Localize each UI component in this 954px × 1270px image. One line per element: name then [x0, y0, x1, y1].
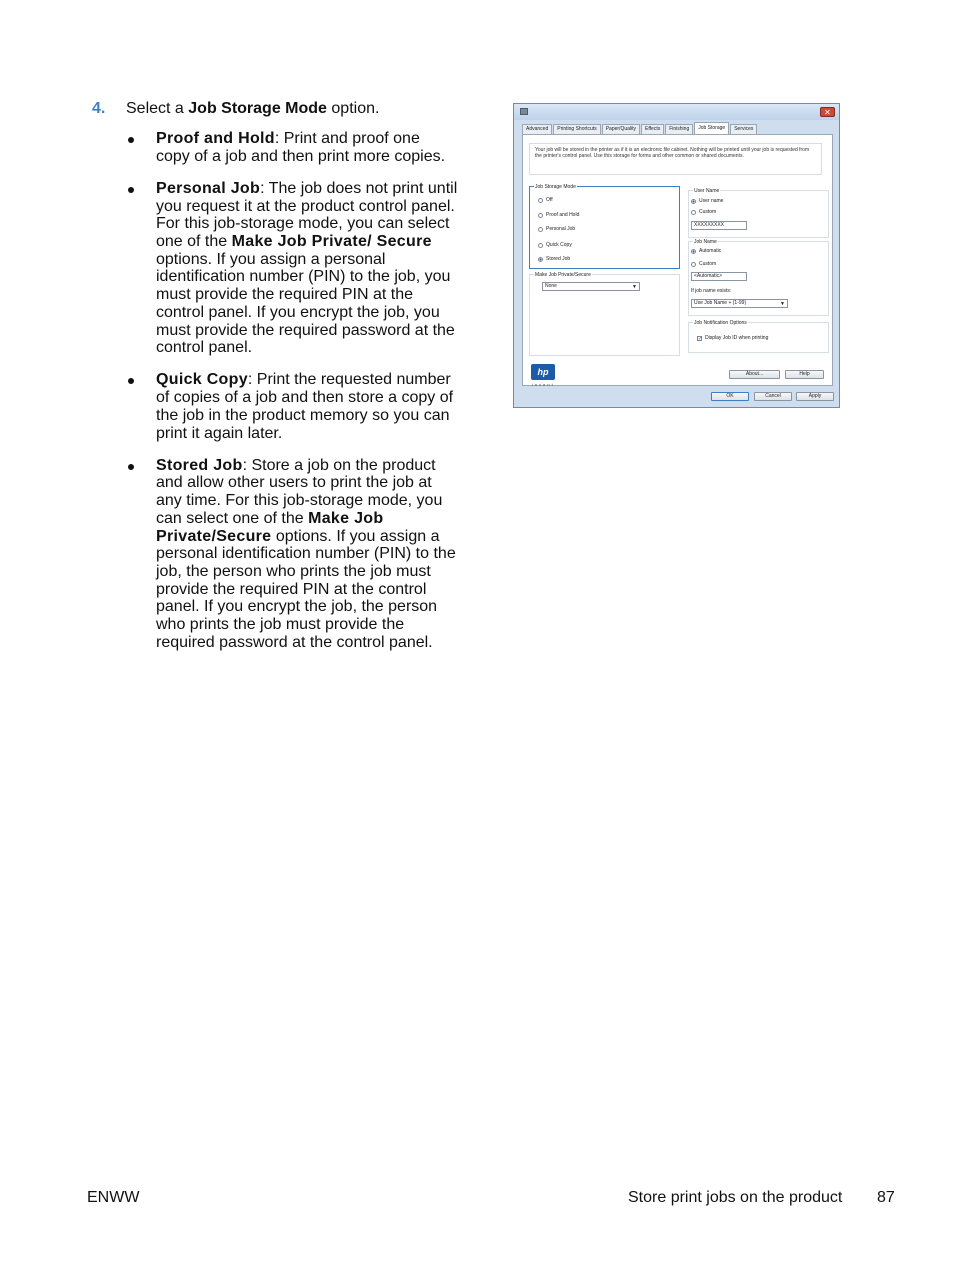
user-name-label: User Name — [694, 188, 720, 194]
tab-paper-quality[interactable]: Paper/Quality — [602, 124, 640, 134]
radio-label: User name — [699, 198, 724, 204]
user-name-group — [688, 190, 829, 238]
step-text-bold: Job Storage Mode — [188, 100, 327, 117]
bullet-proof-and-hold — [128, 130, 458, 165]
bullet-term: Stored Job — [156, 456, 243, 474]
radio-label: Proof and Hold — [546, 212, 580, 218]
footer-section-title: Store print jobs on the product — [628, 1189, 843, 1206]
hp-logo: hp — [531, 364, 555, 380]
bullet-text: options. If you assign a personal identification number (PIN) to the job, the person who prints the job must provide the required PIN at the control panel. If you encrypt the job, the person who prints the job must provide the required password at the control panel. — [156, 527, 456, 651]
job-name-label: Job Name — [694, 239, 717, 245]
radio-proof-and-hold[interactable] — [538, 212, 579, 218]
bullet-text: : Print and proof one copy of a job and then print more copies. — [156, 130, 446, 165]
job-notification-label: Job Notification Options — [694, 320, 747, 326]
radio-circle — [691, 262, 696, 267]
bullet-bold-inline: Make Job Private/ Secure — [231, 233, 432, 251]
step-text-pre: Select a — [126, 100, 189, 117]
display-job-id-checkbox[interactable] — [697, 335, 768, 341]
printer-icon — [520, 108, 528, 115]
radio-circle-selected — [691, 199, 696, 204]
bullet-dot — [128, 464, 134, 470]
tab-advanced[interactable]: Advanced — [522, 124, 552, 134]
page-number: 87 — [877, 1189, 895, 1206]
bullet-term: Personal Job — [156, 179, 261, 197]
step-4 — [92, 99, 379, 119]
job-name-input[interactable]: <Automatic> — [691, 272, 747, 281]
user-name-input[interactable]: XXXXXXXXX — [691, 221, 747, 230]
tab-effects[interactable]: Effects — [641, 124, 664, 134]
radio-user-custom[interactable] — [691, 209, 716, 215]
radio-circle-selected — [691, 249, 696, 254]
apply-button[interactable]: Apply — [796, 392, 834, 401]
radio-label: Personal Job — [546, 226, 576, 232]
bullet-dot — [128, 187, 134, 193]
bullet-term: Quick Copy — [156, 371, 248, 389]
bullet-personal-job — [128, 180, 458, 357]
radio-label: Automatic — [699, 248, 722, 254]
chevron-down-icon: ▼ — [632, 284, 637, 290]
checkbox-checked-icon: ✓ — [698, 335, 703, 342]
radio-job-custom[interactable] — [691, 261, 716, 267]
radio-user-name[interactable] — [691, 198, 723, 204]
radio-label: Custom — [699, 209, 717, 215]
make-job-private-group — [529, 274, 680, 356]
bullet-text: : Store a job on the product and allow other users to print the job at any time. For this job-storage mode, you can select one of the — [156, 456, 443, 527]
radio-personal-job[interactable] — [538, 226, 575, 232]
bullet-quick-copy — [128, 371, 458, 442]
job-notification-group — [688, 322, 829, 353]
step-number: 4. — [92, 100, 106, 117]
radio-circle — [538, 213, 543, 218]
chevron-down-icon: ▼ — [780, 301, 785, 307]
radio-quick-copy[interactable] — [538, 242, 572, 248]
bullet-dot — [128, 378, 134, 384]
select-value: Use Job Name + (1-99) — [694, 300, 747, 306]
bullet-text: options. If you assign a personal identification number (PIN) to the job, you must provide the required PIN at the control panel. If you encrypt the job, you must provide the required password at the control panel. — [156, 250, 455, 357]
job-name-exists-label: If job name exists: — [691, 288, 732, 294]
print-properties-dialog — [513, 103, 840, 408]
job-storage-mode-label: Job Storage Mode — [535, 184, 576, 190]
make-job-private-select[interactable] — [542, 282, 640, 291]
bullet-bold-inline: Make Job Private/Secure — [156, 509, 384, 545]
radio-job-automatic[interactable] — [691, 248, 721, 254]
ok-button[interactable]: OK — [711, 392, 749, 401]
dialog-tabs — [522, 124, 758, 134]
tab-printing-shortcuts[interactable]: Printing Shortcuts — [553, 124, 600, 134]
footer-enww: ENWW — [87, 1189, 140, 1206]
bullet-term: Proof and Hold — [156, 130, 275, 147]
select-value: None — [545, 283, 557, 289]
help-button[interactable]: Help — [785, 370, 824, 379]
radio-circle — [691, 210, 696, 215]
job-name-exists-select[interactable] — [691, 299, 788, 308]
bullet-stored-job — [128, 457, 458, 652]
make-job-private-label: Make Job Private/Secure — [535, 272, 591, 278]
tab-job-storage[interactable]: Job Storage — [694, 122, 729, 134]
bullet-text: : Print the requested number of copies of a job and then store a copy of the job in the product memory so you can print it again later. — [156, 371, 454, 442]
step-text-post: option. — [326, 100, 380, 117]
radio-stored-job[interactable] — [538, 256, 570, 262]
job-storage-panel — [522, 134, 833, 386]
checkbox-label: Display Job ID when printing — [705, 335, 769, 341]
close-button[interactable]: ✕ — [820, 107, 835, 117]
cancel-button[interactable]: Cancel — [754, 392, 792, 401]
radio-label: Custom — [699, 261, 717, 267]
radio-label: Quick Copy — [546, 242, 572, 248]
radio-circle-selected — [538, 257, 543, 262]
hp-invent-text: invent — [532, 382, 555, 387]
radio-off[interactable] — [538, 197, 553, 203]
radio-label: Off — [546, 197, 553, 203]
about-button[interactable]: About... — [729, 370, 780, 379]
radio-circle — [538, 198, 543, 203]
tab-services[interactable]: Services — [730, 124, 757, 134]
job-storage-mode-group — [529, 186, 680, 269]
job-storage-description: Your job will be stored in the printer as if it is an electronic file cabinet. Nothing will be printed until your job is requested from the printer's control panel. Use this storage for forms and other common or shared documents. — [529, 143, 822, 175]
radio-label: Stored Job — [546, 256, 571, 262]
job-name-group — [688, 241, 829, 316]
dialog-titlebar[interactable] — [514, 104, 839, 120]
bullet-dot — [128, 137, 134, 143]
radio-circle — [538, 227, 543, 232]
radio-circle — [538, 243, 543, 248]
bullet-text: : The job does not print until you request it at the product control panel. For this job-storage mode, you can select one of the — [156, 179, 458, 251]
job-storage-mode-list — [128, 130, 458, 666]
tab-finishing[interactable]: Finishing — [665, 124, 693, 134]
